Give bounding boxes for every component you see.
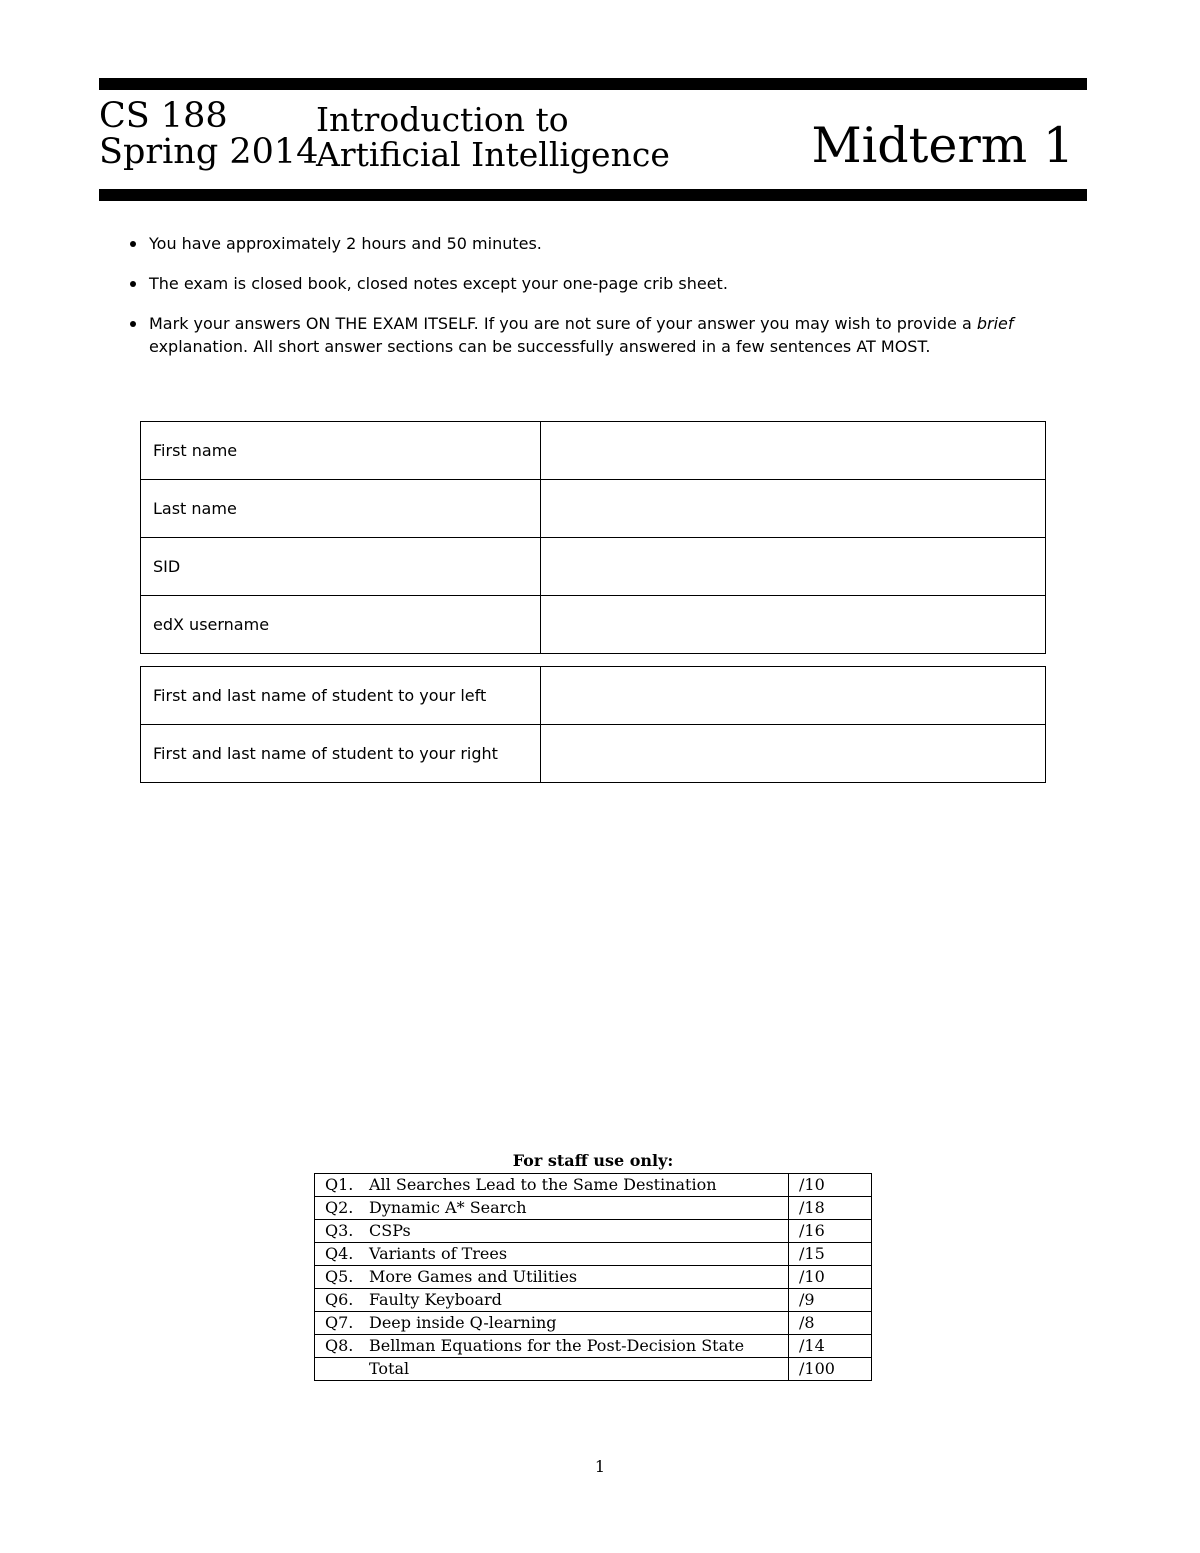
question-points: /18	[789, 1197, 872, 1220]
instruction-item	[128, 312, 1090, 358]
page-number: 1	[594, 1457, 606, 1476]
total-spacer	[315, 1358, 370, 1381]
question-number: Q6.	[315, 1289, 370, 1312]
instruction-item: The exam is closed book, closed notes except your one-page crib sheet.	[128, 272, 1090, 295]
sid-field[interactable]	[541, 538, 1046, 596]
course-code: CS 188	[99, 96, 228, 136]
student-info-table	[140, 421, 1046, 654]
table-row	[315, 1335, 872, 1358]
question-points: /14	[789, 1335, 872, 1358]
last-name-field[interactable]	[541, 480, 1046, 538]
table-row	[315, 1243, 872, 1266]
question-number: Q3.	[315, 1220, 370, 1243]
question-title: Faulty Keyboard	[369, 1289, 789, 1312]
instructions-list	[128, 232, 1090, 375]
table-row	[315, 1197, 872, 1220]
first-name-row	[141, 422, 1046, 480]
question-number: Q2.	[315, 1197, 370, 1220]
question-points: /9	[789, 1289, 872, 1312]
question-points: /10	[789, 1266, 872, 1289]
right-student-row	[141, 725, 1046, 783]
header-top-rule	[99, 78, 1087, 90]
instruction-text: explanation. All short answer sections can be successfully answered in a few sentences AT MOST.	[149, 337, 931, 356]
table-row	[315, 1289, 872, 1312]
header-bottom-rule	[99, 189, 1087, 201]
table-row	[315, 1266, 872, 1289]
question-title: CSPs	[369, 1220, 789, 1243]
right-student-field[interactable]	[541, 725, 1046, 783]
question-points: /15	[789, 1243, 872, 1266]
question-number: Q4.	[315, 1243, 370, 1266]
question-title: Dynamic A* Search	[369, 1197, 789, 1220]
table-row	[315, 1220, 872, 1243]
course-title-line1: Introduction to	[316, 100, 569, 139]
total-label: Total	[369, 1358, 789, 1381]
instruction-item: You have approximately 2 hours and 50 minutes.	[128, 232, 1090, 255]
edx-username-field[interactable]	[541, 596, 1046, 654]
question-points: /8	[789, 1312, 872, 1335]
exam-title: Midterm 1	[811, 117, 1074, 174]
question-title: More Games and Utilities	[369, 1266, 789, 1289]
course-title-block	[316, 102, 670, 172]
first-name-field[interactable]	[541, 422, 1046, 480]
question-points: /10	[789, 1174, 872, 1197]
question-number: Q5.	[315, 1266, 370, 1289]
last-name-label: Last name	[141, 480, 541, 538]
question-title: Variants of Trees	[369, 1243, 789, 1266]
sid-row	[141, 538, 1046, 596]
question-title: Bellman Equations for the Post-Decision State	[369, 1335, 789, 1358]
course-block	[99, 98, 318, 170]
left-student-field[interactable]	[541, 667, 1046, 725]
edx-username-label: edX username	[141, 596, 541, 654]
edx-username-row	[141, 596, 1046, 654]
first-name-label: First name	[141, 422, 541, 480]
course-term: Spring 2014	[99, 132, 319, 172]
total-points: /100	[789, 1358, 872, 1381]
table-row	[315, 1312, 872, 1335]
last-name-row	[141, 480, 1046, 538]
question-points: /16	[789, 1220, 872, 1243]
staff-use-title: For staff use only:	[512, 1151, 674, 1170]
question-title: Deep inside Q-learning	[369, 1312, 789, 1335]
question-number: Q8.	[315, 1335, 370, 1358]
sid-label: SID	[141, 538, 541, 596]
neighbor-info-table	[140, 666, 1046, 783]
left-student-row	[141, 667, 1046, 725]
question-number: Q1.	[315, 1174, 370, 1197]
question-number: Q7.	[315, 1312, 370, 1335]
staff-score-table	[314, 1173, 872, 1381]
total-row	[315, 1358, 872, 1381]
course-title-line2: Artificial Intelligence	[316, 135, 670, 174]
right-student-label: First and last name of student to your right	[141, 725, 541, 783]
table-row	[315, 1174, 872, 1197]
left-student-label: First and last name of student to your left	[141, 667, 541, 725]
instruction-emphasis: brief	[976, 314, 1014, 333]
instruction-text: Mark your answers ON THE EXAM ITSELF. If you are not sure of your answer you may wish to provide a	[149, 314, 977, 333]
question-title: All Searches Lead to the Same Destination	[369, 1174, 789, 1197]
